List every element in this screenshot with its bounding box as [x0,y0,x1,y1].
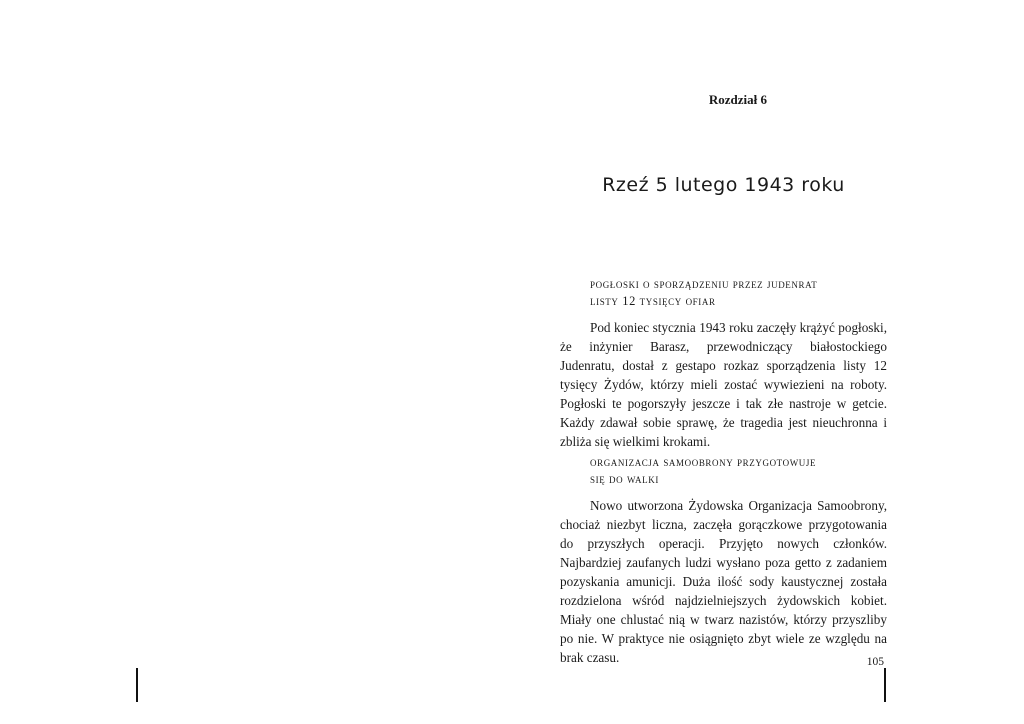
section-heading-line: pogłoski o sporządzeniu przez judenrat [590,277,818,291]
crop-mark-right [884,668,886,702]
section-heading [590,276,887,310]
section-heading-line: organizacja samoobrony przygotowuje [590,455,817,469]
chapter-title: Rzeź 5 lutego 1943 roku [602,174,845,196]
crop-mark-left [136,668,138,702]
section-heading-line: listy 12 tysięcy ofiar [590,294,716,308]
section-heading [590,454,887,488]
page-number: 105 [866,656,884,668]
section-paragraph: Pod koniec stycznia 1943 roku zaczęły krążyć pogłoski, że inżynier Barasz, przewodniczący białostockiego Judenratu, dostał z gestapo rozkaz sporządzenia listy 12 tysięcy Żydów, którzy mieli zostać wywiezieni na roboty. Pogłoski te pogorszyły jeszcze i tak złe nastroje w getcie. Każdy zdawał sobie sprawę, że tragedia jest nieuchronna i zbliża się wielkimi krokami. [560,320,887,449]
section-paragraph: Nowo utworzona Żydowska Organizacja Samoobrony, chociaż niezbyt liczna, zaczęła gorączkowe przygotowania do przyszłych operacji. Przyjęto nowych członków. Najbardziej zaufanych ludzi wysłano poza getto z zadaniem pozyskania amunicji. Duża ilość sody kaustycznej została rozdzielona wśród najdzielniejszych żydowskich kobiet. Miały one chlustać nią w twarz nazistów, którzy przyszliby po nie. W praktyce nie osiągnięto zbyt wiele ze względu na brak czasu. [560,498,887,665]
chapter-label: Rozdział 6 [708,92,767,107]
section-heading-line: się do walki [590,472,659,486]
